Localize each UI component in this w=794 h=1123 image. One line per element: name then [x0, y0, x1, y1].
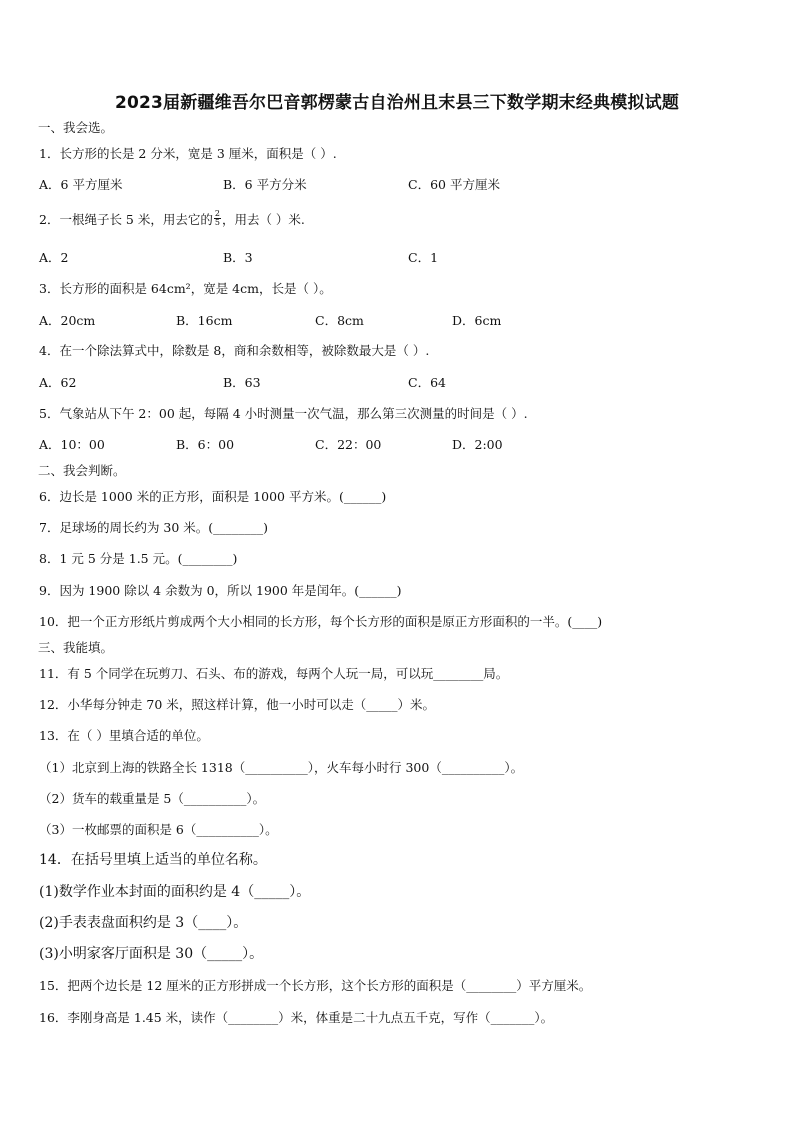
question-13-part-2: （2）货车的载重量是 5（__________）。 — [39, 791, 266, 806]
question-13-part-1: （1）北京到上海的铁路全长 1318（__________），火车每小时行 300（__________）。 — [39, 760, 524, 775]
option-b: B．3 — [223, 250, 253, 265]
page-title: 2023届新疆维吾尔巴音郭楞蒙古自治州且末县三下数学期末经典模拟试题 — [114, 93, 680, 113]
question-16: 16．李刚身高是 1.45 米，读作（________）米，体重是二十九点五千克，写作（_______）。 — [39, 1010, 554, 1025]
option-b: B．6 平方分米 — [223, 177, 307, 192]
question-13-part-3: （3）一枚邮票的面积是 6（__________）。 — [39, 822, 278, 837]
option-c: C．60 平方厘米 — [408, 177, 500, 192]
option-d: D．6cm — [452, 313, 502, 328]
question-8: 8．1 元 5 分是 1.5 元。(________) — [39, 551, 238, 566]
section-heading-judge: 二、我会判断。 — [38, 463, 126, 478]
fraction-denominator: 5 — [214, 218, 220, 227]
section-heading-choice: 一、我会选。 — [38, 120, 114, 135]
option-a: A．20cm — [39, 313, 96, 328]
option-d: D．2:00 — [452, 437, 503, 452]
option-a: A．62 — [39, 375, 77, 390]
option-a: A．6 平方厘米 — [39, 177, 123, 192]
fraction-numerator: 2 — [214, 209, 220, 218]
question-11: 11．有 5 个同学在玩剪刀、石头、布的游戏，每两个人玩一局，可以玩________局。 — [39, 666, 509, 681]
option-c: C．64 — [408, 375, 446, 390]
question-2 — [39, 209, 305, 229]
option-b: B．63 — [223, 375, 261, 390]
question-5: 5．气象站从下午 2：00 起，每隔 4 小时测量一次气温，那么第三次测量的时间是（ ）. — [39, 406, 528, 421]
fraction — [214, 210, 221, 227]
option-c: C．22：00 — [315, 437, 382, 452]
question-2-text-post: ，用去（ ）米. — [221, 212, 305, 227]
question-12: 12．小华每分钟走 70 米，照这样计算，他一小时可以走（_____）米。 — [39, 697, 436, 712]
option-c: C．8cm — [315, 313, 364, 328]
question-2-text-pre: 2．一根绳子长 5 米，用去它的 — [39, 212, 213, 227]
question-4: 4．在一个除法算式中，除数是 8，商和余数相等，被除数最大是（ ）. — [39, 343, 430, 358]
question-6: 6．边长是 1000 米的正方形，面积是 1000 平方米。(______) — [39, 489, 387, 504]
option-b: B．6：00 — [176, 437, 235, 452]
option-b: B．16cm — [176, 313, 233, 328]
question-14-part-2: (2)手表表盘面积约是 3（____）。 — [39, 915, 248, 931]
question-14-part-3: (3)小明家客厅面积是 30（_____）。 — [39, 946, 264, 962]
question-14-part-1: (1)数学作业本封面的面积约是 4（_____）。 — [39, 884, 311, 900]
question-1: 1．长方形的长是 2 分米，宽是 3 厘米，面积是（ ）. — [39, 146, 337, 161]
question-10: 10．把一个正方形纸片剪成两个大小相同的长方形，每个长方形的面积是原正方形面积的一半。(____) — [39, 614, 603, 629]
question-15: 15．把两个边长是 12 厘米的正方形拼成一个长方形，这个长方形的面积是（________）平方厘米。 — [39, 978, 592, 993]
section-heading-fill: 三、我能填。 — [38, 640, 114, 655]
option-a: A．2 — [39, 250, 69, 265]
option-a: A．10：00 — [39, 437, 105, 452]
option-c: C．1 — [408, 250, 439, 265]
question-9: 9．因为 1900 除以 4 余数为 0，所以 1900 年是闰年。(______) — [39, 583, 402, 598]
question-13: 13．在（ ）里填合适的单位。 — [39, 728, 209, 743]
question-14: 14．在括号里填上适当的单位名称。 — [39, 852, 267, 868]
question-7: 7．足球场的周长约为 30 米。(________) — [39, 520, 269, 535]
question-3: 3．长方形的面积是 64cm²，宽是 4cm，长是（ ）。 — [39, 281, 332, 296]
